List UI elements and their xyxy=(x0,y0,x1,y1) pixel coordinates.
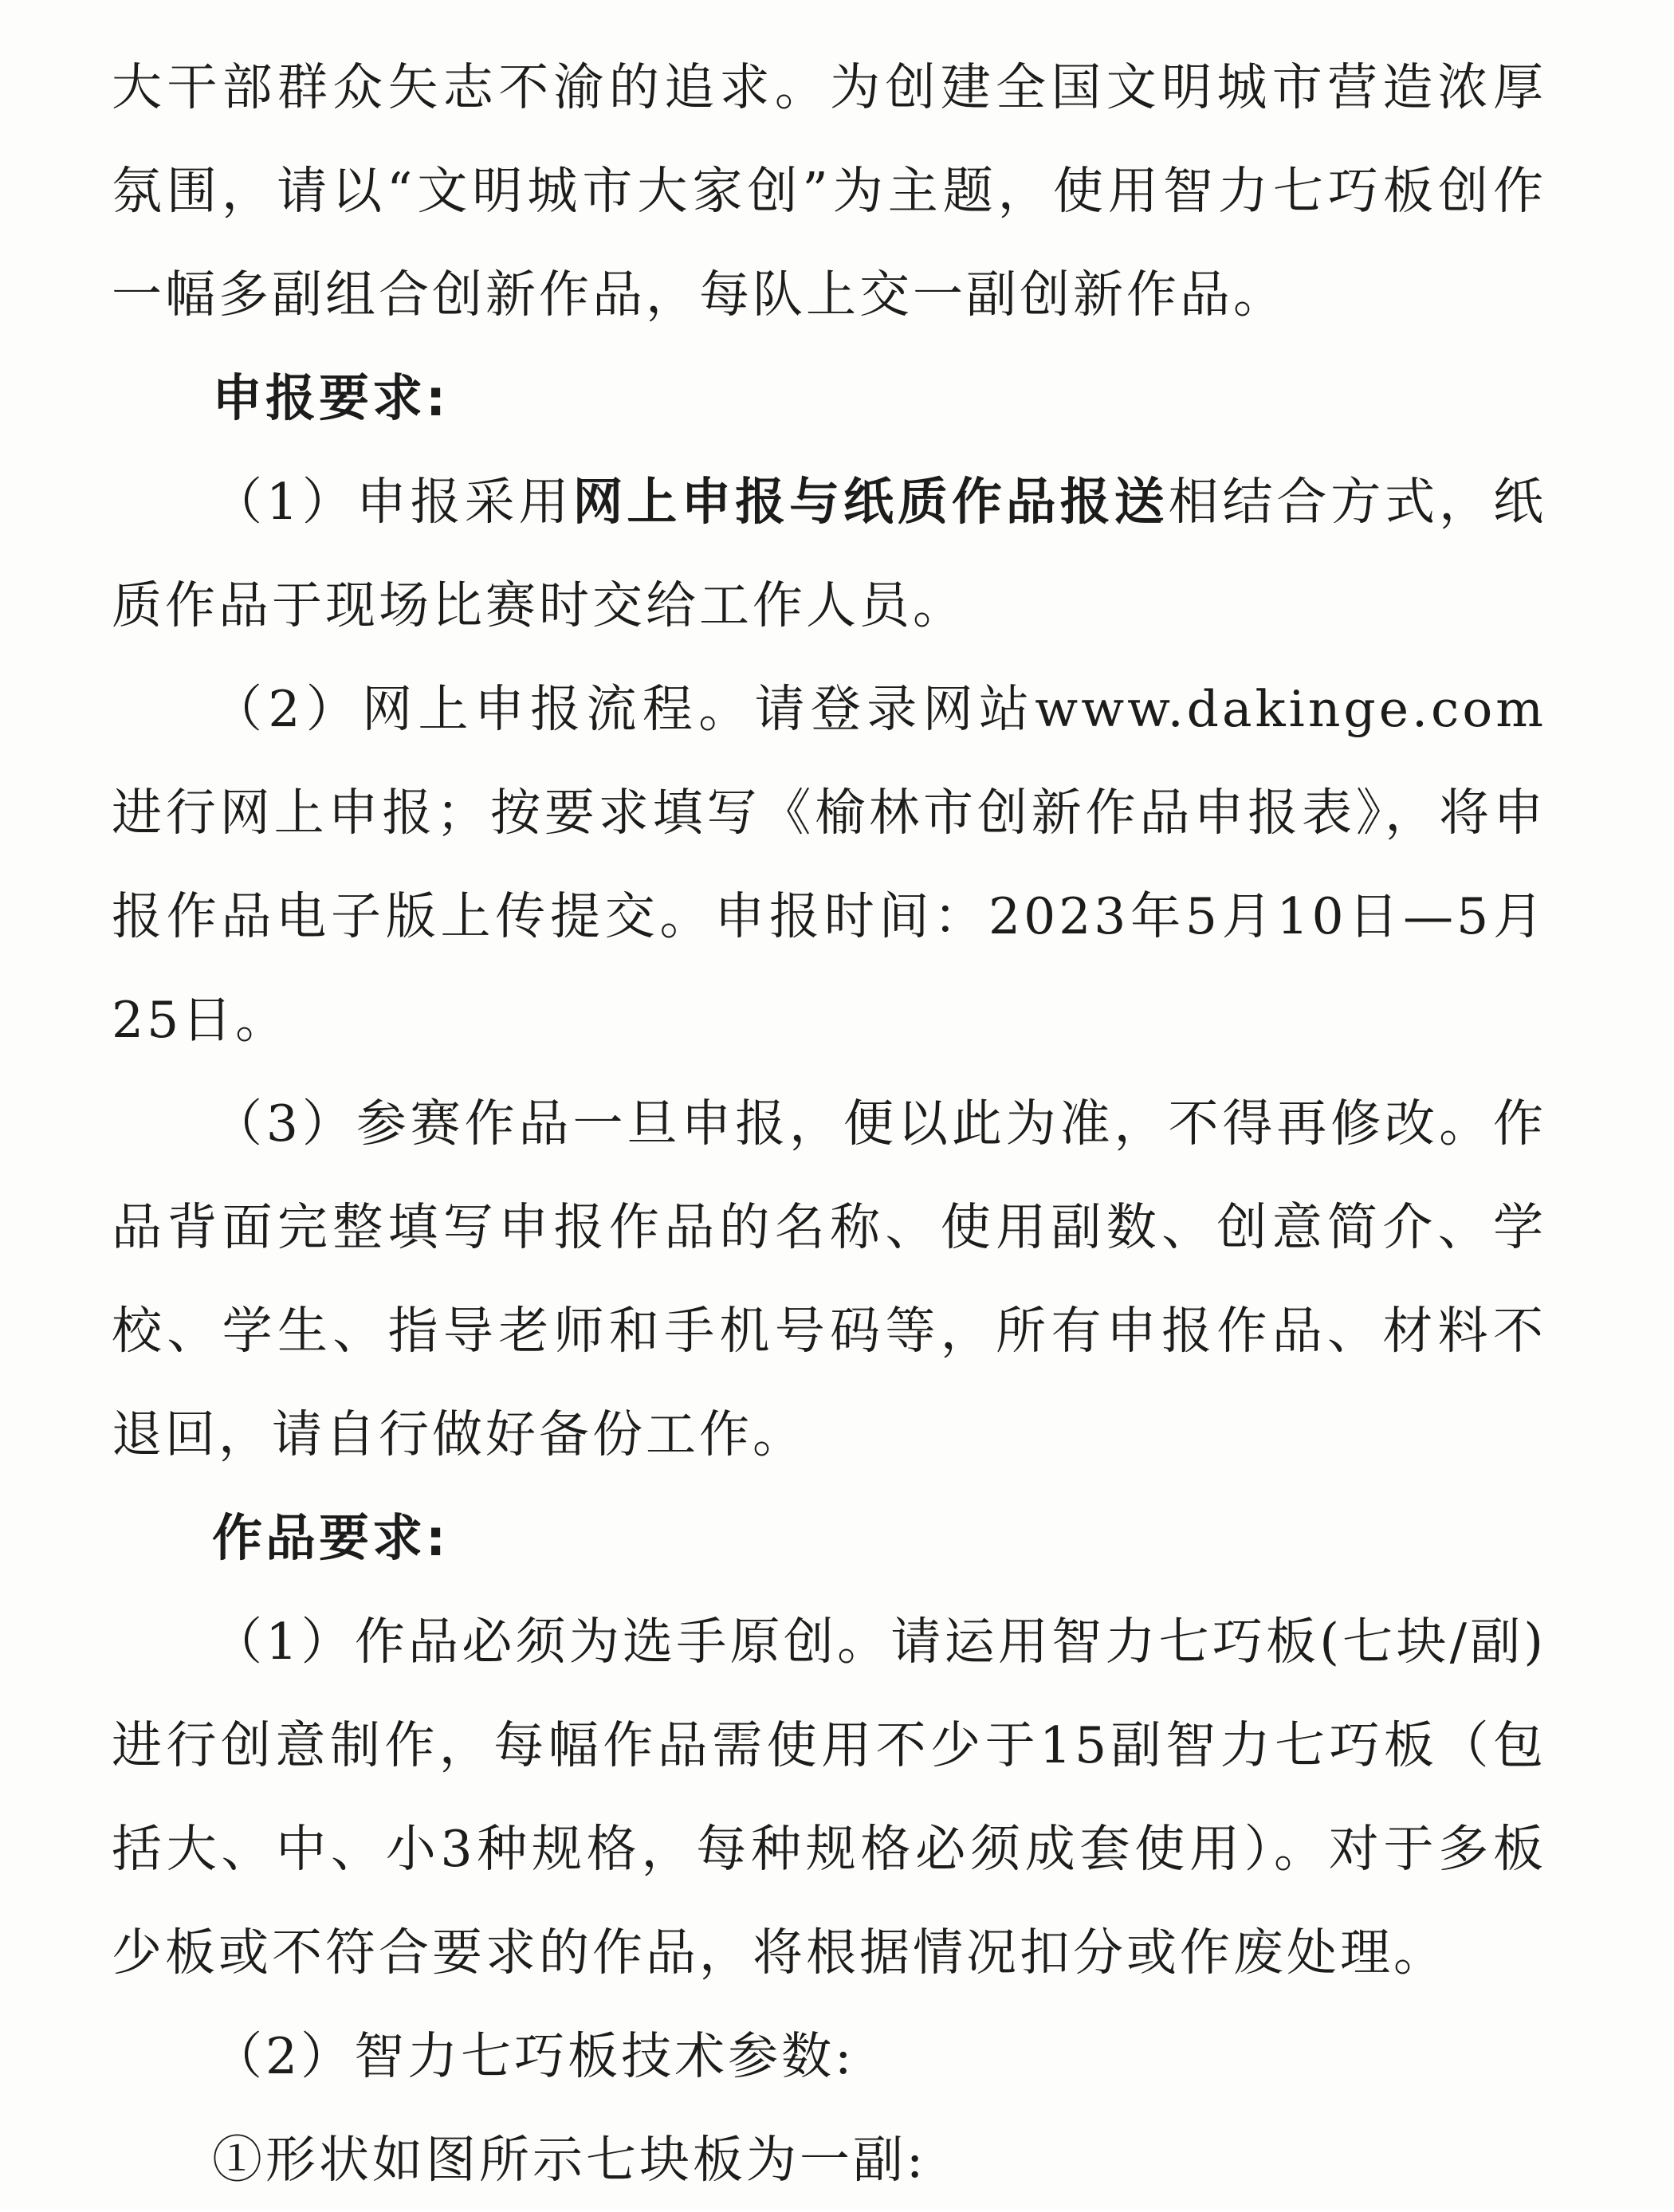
submission-requirement-1 xyxy=(112,450,1546,658)
work-requirement-2: （2）智力七巧板技术参数: xyxy=(212,2027,855,2085)
document-body xyxy=(112,36,1546,2212)
submission-requirement-1-emphasis: 网上申报与纸质作品报送 xyxy=(572,473,1169,531)
intro-paragraph: 大干部群众矢志不渝的追求。为创建全国文明城市营造浓厚氛围，请以“文明城市大家创”为主题，使用智力七巧板创作一幅多副组合创新作品，每队上交一副创新作品。 xyxy=(112,58,1546,324)
submission-requirement-2: （2）网上申报流程。请登录网站www.dakinge.com进行网上申报；按要求填写《榆林市创新作品申报表》，将申报作品电子版上传提交。申报时间：2023年5月10日—5月25日。 xyxy=(112,680,1546,1049)
submission-requirement-3: （3）参赛作品一旦申报，便以此为准，不得再修改。作品背面完整填写申报作品的名称、使用副数、创意简介、学校、学生、指导老师和手机号码等，所有申报作品、材料不退回，请自行做好备份工作。 xyxy=(112,1094,1546,1464)
work-requirement-1: （1）作品必须为选手原创。请运用智力七巧板(七块/副)进行创意制作，每幅作品需使用不少于15副智力七巧板（包括大、中、小3种规格，每种规格必须成套使用）。对于多板少板或不符合要求的作品，将根据情况扣分或作废处理。 xyxy=(112,1613,1546,1982)
submission-requirements-heading: 申报要求: xyxy=(212,369,450,427)
work-requirement-2-item-1: ①形状如图所示七块板为一副: xyxy=(212,2131,927,2189)
submission-requirement-1-suffix: 相结合方式，纸质作品于现场比赛时交给工作人员。 xyxy=(112,473,1547,635)
work-requirements-heading: 作品要求: xyxy=(212,1509,450,1567)
submission-requirement-1-prefix: （1）申报采用 xyxy=(212,473,573,531)
